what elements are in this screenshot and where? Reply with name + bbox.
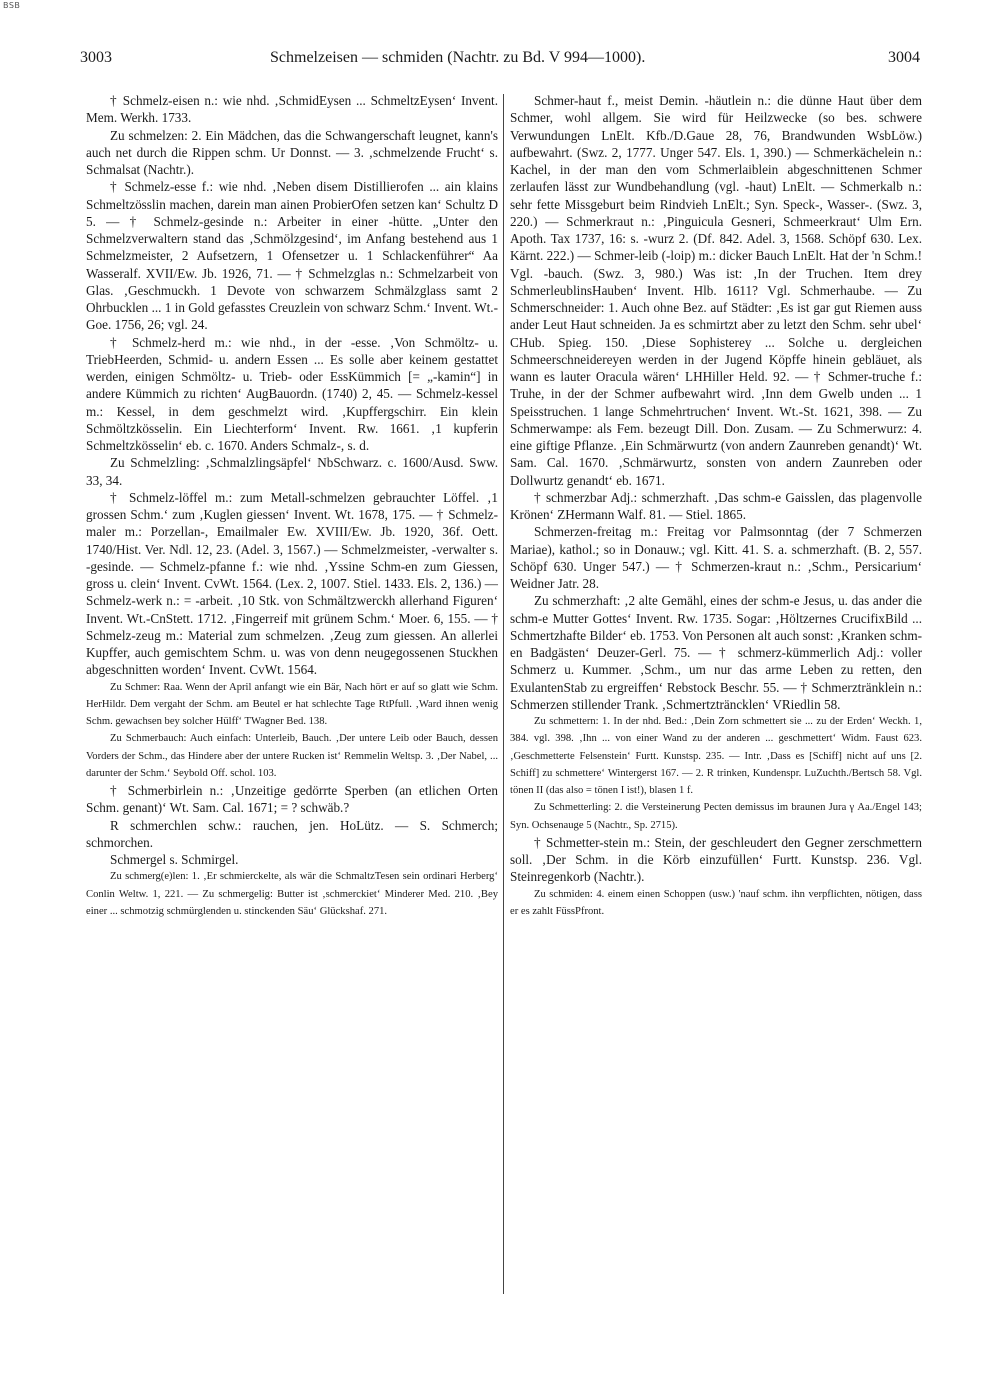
dictionary-entry: Zu schmerzhaft: ‚2 alte Gemähl, eines der schm-e Jesus, u. das ander die schm-e Mutter Gottes‘ Invent. Rw. 1735. Sogar: ‚Höltzernes CrucifixBild ... Schmertzhafte Bilder‘ eb. 1753. Von Personen alt auch sonst: ‚Kranken schm-en Badgästen‘ Deuzer-Gerl. 75. — † schmerz-kümmerlich Adj.: voller Schmerz u. Kummer. ‚Schm., um nur das arme Leben zu retten, den ExulantenStab zu ergreiffen‘ Rebstock Beschr. 55. — † Schmerztränklein n.: Schmerzen stillender Trank. ‚Schmertzträncklen‘ VRiedlin 58. <box>510 593 922 712</box>
dictionary-entry: Zu schmerg(e)len: 1. ‚Er schmierckelte, als wär die SchmaltzTesen sein ordinari Herberg‘ Conlin Weltw. 1, 221. — Zu schmergelig: Butter ist ‚schmerckiet‘ Minderer Med. 210. ‚Bey einer ... schmotzig schmürglenden u. stinckenden Säu‘ Glückshaf. 271. <box>86 871 498 917</box>
running-title: Schmelzeisen — schmiden (Nachtr. zu Bd. V 994—1000). <box>270 49 646 66</box>
right-column <box>510 92 922 920</box>
dictionary-entry: Schmerzen-freitag m.: Freitag vor Palmsonntag (der 7 Schmerzen Mariae), kathol.; so in Donauw.; vgl. Kitt. 41. S. a. schmerzhaft. (B. 2, 557. Schöpf 630. Unger 547.) — † Schmerzen-kraut n.: ‚Schm., Persicarium‘ Weidner Jatr. 28. <box>510 524 922 591</box>
dictionary-entry: † Schmetter-stein m.: Stein, der geschleudert den Gegner zerschmettern soll. ‚Der Schm. in die Körb einzufüllen‘ Furtt. Kunstsp. 236. Vgl. Steinregenkorb (Nachtr.). <box>510 834 922 885</box>
page-number-left: 3003 <box>80 49 112 66</box>
dictionary-entry: † schmerzbar Adj.: schmerzhaft. ‚Das schm-e Gaisslen, das plagenvolle Krönen‘ ZHermann Walf. 81. — Stiel. 1865. <box>510 489 922 522</box>
dictionary-entry: † Schmelz-löffel m.: zum Metall-schmelzen gebrauchter Löffel. ‚1 grossen Schm.‘ zum ‚Kuglen giessen‘ Invent. Wt. 1678, 175. — † Schmelz-maler m.: Porzellan-, Emailmaler Ew. XVIII/Ew. Jb. 1920, 36f. Oett. 1740/Hist. Ver. Ndl. 12, 23. (Adel. 3, 1567.) — Schmelzmeister, -verwalter s. -gesinde. — Schmelz-pfanne f.: wie nhd. ‚Yssine Schm-en zum Giessen, gross u. clein‘ Invent. CvWt. 1564. (Lex. 2, 1007. Stiel. 1433. Els. 2, 136.) — Schmelz-werk n.: = -arbeit. ‚10 Stk. von Schmältzwerckh allerhand Figuren‘ Invent. Wt.-CnStett. 1712. ‚Fingerreif mit grünem Schm.‘ Moer. 6, 155. — † Schmelz-zeug m.: Material zum schmelzen. ‚Zeug zum giessen. An allerlei Kupffer, auch gemischtem Schm. u. was von denn neugegossenen Stuckhen abgeschnitten worden‘ Invent. CvWt. 1564. <box>86 489 498 678</box>
dictionary-entry: R schmerchlen schw.: rauchen, jen. HoLütz. — S. Schmerch; schmorchen. <box>86 817 498 850</box>
dictionary-entry: Zu schmiden: 4. einem einen Schoppen (usw.) 'nauf schm. ihn verpflichten, nötigen, dass er es zahlt FüssPfront. <box>510 888 922 917</box>
dictionary-entry: Zu schmettern: 1. In der nhd. Bed.: ‚Dein Zorn schmettert sie ... zu der Erden‘ Weckh. 1, 384. vgl. 398. ‚Ihn ... von einer Wand zu der anderen ... geschmettert‘ Widm. Faust 623. ‚Geschmetterte Felsenstein‘ Furtt. Kunstsp. 235. — Intr. ‚Dass es [Schiff] nicht auf uns [2. Schiff] zu schmettere‘ Wintergerst 167. — 2. R trinken, Kundenspr. LuZuchth./Bertsch 58. Vgl. tönen II (das also = tönen I ist!), blasen 1 f. <box>510 716 922 796</box>
left-column <box>86 92 498 920</box>
dictionary-entry: Schmergel s. Schmirgel. <box>110 852 239 867</box>
dictionary-entry: Zu Schmetterling: 2. die Versteinerung Pecten demissus im braunen Jura γ Aa./Engel 143; Syn. Ochsenauge 5 (Nachtr., Sp. 2715). <box>510 802 922 831</box>
dictionary-entry: † Schmelz-herd m.: wie nhd., in der -esse. ‚Von Schmöltz- u. TriebHeerden, Schmid- u. andern Essen ... Es solle aber keinem gestattet werden, einigen Schmöltz- u. Trieb- oder EssKümmich [= „-kamin“] in andere Kümmich zu richten‘ AugBauordn. (1740) 2, 45. — Schmelz-kessel m.: Kessel, in dem geschmelzt wird. ‚Kupffergschirr. Ein klein Schmöltzkösselin. Ein Liechterform‘ Invent. Rw. 1661. ‚1 kupferin Schmeltzkösselin‘ eb. c. 1670. Anders Schmalz-, s. d. <box>86 334 498 453</box>
dictionary-entry: Zu Schmelzling: ‚Schmalzlingsäpfel‘ NbSchwarz. c. 1600/Ausd. Sww. 33, 34. <box>86 455 498 488</box>
dictionary-entry: Schmer-haut f., meist Demin. -häutlein n.: die dünne Haut über dem Schmer, wohl allgem. Sie wird für Heilzwecke (so bes. schwere Verwundungen LnElt. Kfb./D.Gaue 28, 76, Brandwunden WsbLöw.) aufbewahrt. (Swz. 2, 1777. Unger 547. Els. 1, 390.) — Schmerkächelein n.: Kachel, in der man den vom Schmerlaiblein abgeschnittenen Schmer zerlaufen lässt zur Wundbehandlung (vgl. -haut) LnElt. — Schmerkalb n.: sehr fette Missgeburt beim Rindvieh LnElt.; Syn. Speck-, Wasser-. (Swz. 3, 220.) — Schmerkraut n.: ‚Pinguicula Gesneri, Schmeerkraut‘ Ulm Ern. Apoth. Tax 1737, 16: s. -wurz 2. (Df. 842. Adel. 3, 1568. Schöpf 630. Lex. Kärnt. 222.) — Schmer-leib (-loip) m.: dicker Bauch LnElt. Hat der 'n Schm.! Vgl. -bauch. (Swz. 3, 980.) Was ist: ‚In der Truchen. Item drey SchmerleublinsHauben‘ Invent. Hlb. 1611? Vgl. Schmerhaube. — Zu Schmerschneider: 1. Auch ohne Bez. auf Städter: ‚Es ist gar gut Riemen auss ander Leut Haut schneiden. Ja es schmirtzt aber zu letzt den Schm. sehr ubel‘ CHub. Spieg. 150. ‚Diese Sophisterey ... Solche u. dergleichen Schmeerschneidereyen werden in der Jugend Köpffe hinein gebläuet, als wann es lauter Oracula wären‘ LHHiller Held. 92. — † Schmer-truche f.: Truhe, in der der Schmer aufbewahrt wird. ‚Inn dem Gwelb unden ... 1 Speisstruchen. 1 lange Schmehrtruchen‘ Invent. Wt.-St. 1621, 398. — Zu Schmerwampe: als Fem. bezeugt Dill. Don. Zusam. — Zu Schmerwurz: 4. eine giftige Pflanze. ‚Ein Schmärwurtz (von andern Zaunreben genandt)‘ Wt. Sam. Cal. 1670. ‚Schmärwurtz, sonsten von andern Zaunreben oder Dollwurtz genandt‘ eb. 1671. <box>510 93 922 488</box>
dictionary-entry: † Schmerbirlein n.: ‚Unzeitige gedörrte Sperben (an etlichen Orten Schm. genant)‘ Wt. Sam. Cal. 1671; = ? schwäb.? <box>86 783 498 816</box>
dictionary-entry: † Schmelz-eisen n.: wie nhd. ‚SchmidEysen ... SchmeltzEysen‘ Invent. Mem. Werkh. 1733. <box>86 93 498 126</box>
column-divider <box>503 94 504 1294</box>
dictionary-entry: † Schmelz-esse f.: wie nhd. ‚Neben disem Distillierofen ... ain klains Schmeltzösslin machen, darein man ainen ProbierOfen setzen kan‘ Schultz D 5. — † Schmelz-gesinde n.: Arbeiter in einer -hütte. „Unter den Schmelzverwaltern stand das ‚Schmölzgesind‘, im Anfang bestehend aus 1 Schmelzmeister, 2 Aufsetzern, 1 Ofensetzer u. 1 Schlackenführer“ Aa Wasseralf. XVII/Ew. Jb. 1926, 71. — † Schmelzglas n.: Schmelzarbeit von Glas. ‚Geschmuckh. 1 Devote von schwarzem Schmälzglass samt 2 Ohrbucklen ... 1 in Gold gefasstes Creuzlein von schwarz Schm.‘ Invent. Wt.-Goe. 1756, 26; vgl. 24. <box>86 179 498 333</box>
dictionary-entry: Zu Schmerbauch: Auch einfach: Unterleib, Bauch. ‚Der untere Leib oder Bauch, dessen Vorders der Schm., das Hindere aber der untere Rucken ist‘ Remmelin Weltsp. 3. ‚Der Nabel, ... darunter der Schm.‘ Seybold Off. schol. 103. <box>86 733 498 779</box>
dictionary-entry: Zu schmelzen: 2. Ein Mädchen, das die Schwangerschaft leugnet, kann's auch net durch die Rippen schm. Ur Donnst. — 3. ‚schmelzende Frucht‘ s. Schmalsat (Nachtr.). <box>86 127 498 177</box>
dictionary-entry: Zu Schmer: Raa. Wenn der April anfangt wie ein Bär, Nach hört er auf so glatt wie Schm. HerHildr. Dem vergaht der Schm. am Beutel er hat schlechte Tage RtPfull. ‚Ward ihnen wenig Schm. gewachsen bey solcher Hülff‘ TWagner Bed. 138. <box>86 681 498 727</box>
page-number-right: 3004 <box>888 49 920 66</box>
library-stamp: BSB <box>3 1 21 10</box>
